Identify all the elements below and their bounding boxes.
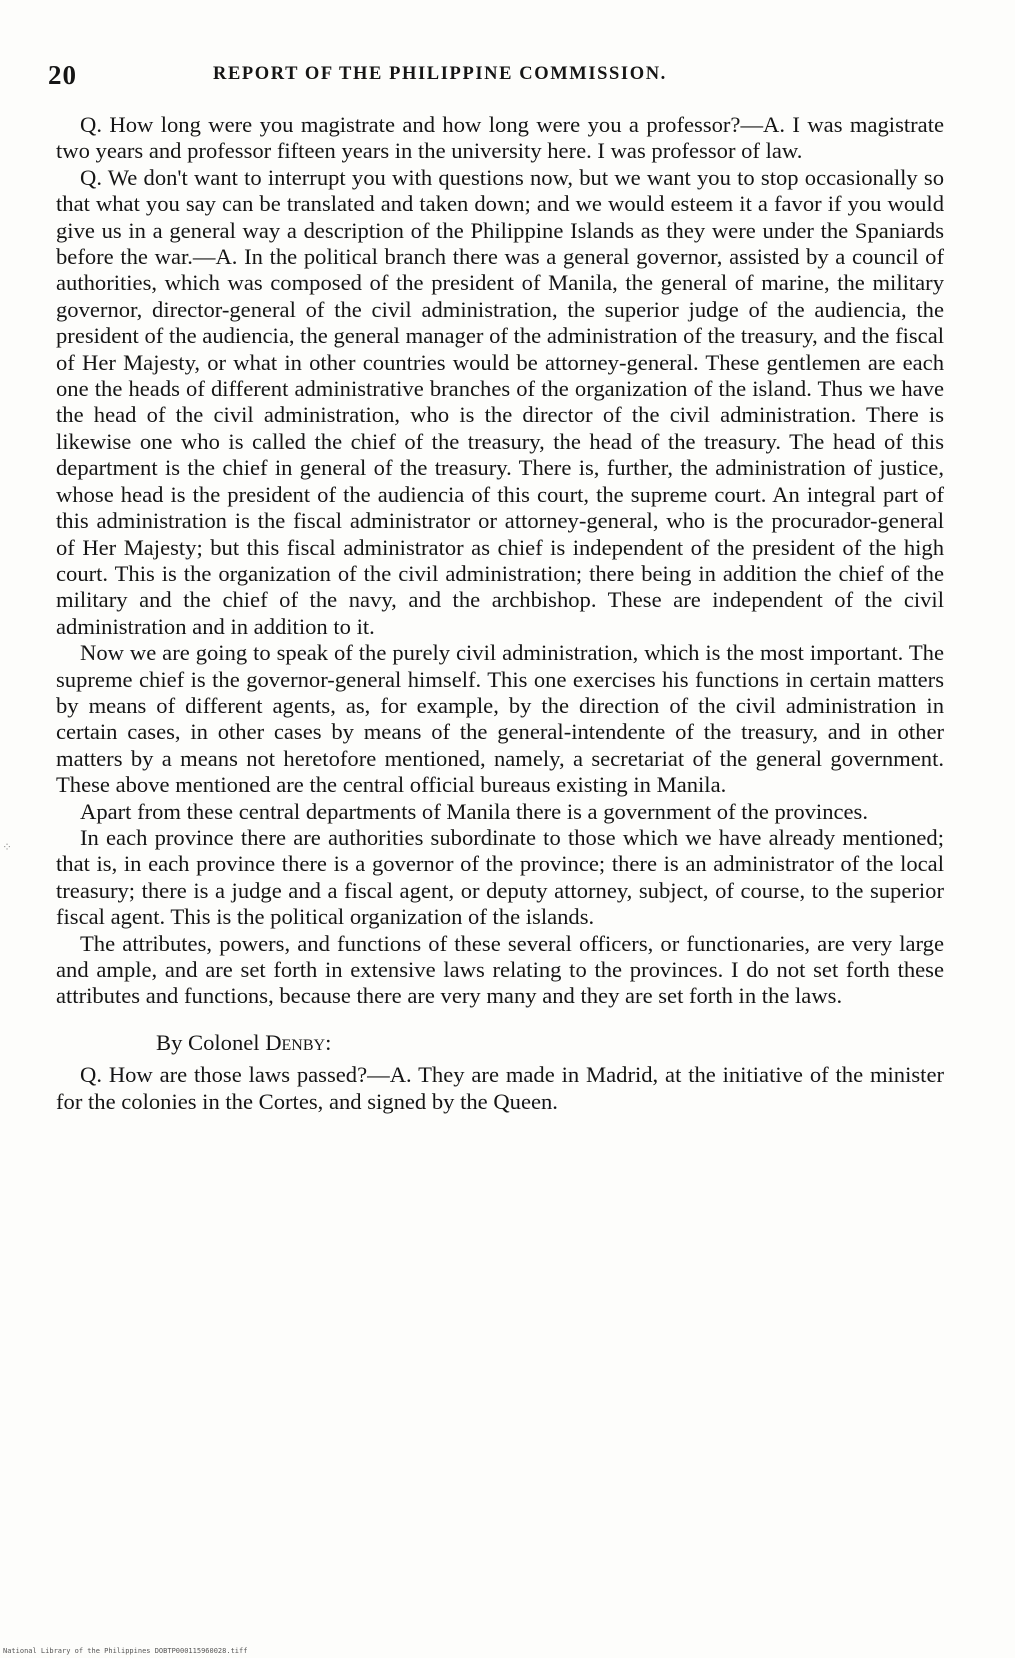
- scan-footer: National Library of the Philippines DOBTP000115960028.tiff: [3, 1647, 248, 1655]
- margin-mark: ⁘: [2, 840, 13, 854]
- body-text: [56, 112, 944, 1115]
- page-number: 20: [48, 60, 77, 90]
- speaker-name: Denby: [265, 1029, 326, 1055]
- running-title: REPORT OF THE PHILIPPINE COMMISSION.: [213, 64, 667, 84]
- page-header: [48, 60, 948, 100]
- paragraph-1: Q. How long were you magistrate and how long were you a professor?—A. I was magistrate two years and professor fifteen years in the university here. I was professor of law.: [56, 112, 944, 164]
- paragraph-5: In each province there are authorities subordinate to those which we have already mentioned; that is, in each province there is a governor of the province; there is an administrator of the local treasury; there is a judge and a fiscal agent, or deputy attorney, subject, of course, to the superior fiscal agent. This is the political organization of the islands.: [56, 824, 944, 930]
- speaker-prefix: By Colonel: [156, 1029, 260, 1055]
- paragraph-final: Q. How are those laws passed?—A. They are made in Madrid, at the initiative of the minister for the colonies in the Cortes, and signed by the Queen.: [56, 1062, 944, 1114]
- paragraph-3: Now we are going to speak of the purely civil administration, which is the most important. The supreme chief is the governor-general himself. This one exercises his functions in certain matters by means of different agents, as, for example, by the direction of the civil administration in certain cases, in other cases by means of the general-intendente of the treasury, and in other matters by a means not heretofore mentioned, namely, a secretariat of the general government. These above mentioned are the central official bureaus existing in Manila.: [56, 640, 944, 798]
- paragraph-2: Q. We don't want to interrupt you with questions now, but we want you to stop occasionally so that what you say can be translated and taken down; and we would esteem it a favor if you would give us in a general way a description of the Philippine Islands as they were under the Spaniards before the war.—A. In the political branch there was a general governor, assisted by a council of authorities, which was composed of the president of Manila, the general of marine, the military governor, director-general of the civil administration, the superior judge of the audiencia, the president of the audiencia, the general manager of the administration of the treasury, and the fiscal of Her Majesty, or what in other countries would be attorney-general. These gentlemen are each one the heads of different administrative branches of the organization of the island. Thus we have the head of the civil administration, who is the director of the civil administration. There is likewise one who is called the chief of the treasury, the head of the treasury. The head of this department is the chief in general of the treasury. There is, further, the administration of justice, whose head is the president of the audiencia of this court, the supreme court. An integral part of this administration is the fiscal administrator or attorney-general, who is the procurador-general of Her Majesty; but this fiscal administrator as chief is independent of the president of the high court. This is the organization of the civil administration; there being in addition the chief of the military and the chief of the navy, and the archbishop. These are independent of the civil administration and in addition to it.: [56, 164, 944, 639]
- speaker-suffix: :: [325, 1029, 332, 1055]
- paragraph-4: Apart from these central departments of Manila there is a government of the provinces.: [80, 798, 868, 824]
- speaker-heading: [56, 1030, 944, 1056]
- paragraph-6: The attributes, powers, and functions of these several officers, or functionaries, are very large and ample, and are set forth in extensive laws relating to the provinces. I do not set forth these attributes and functions, because there are very many and they are set forth in the laws.: [56, 930, 944, 1009]
